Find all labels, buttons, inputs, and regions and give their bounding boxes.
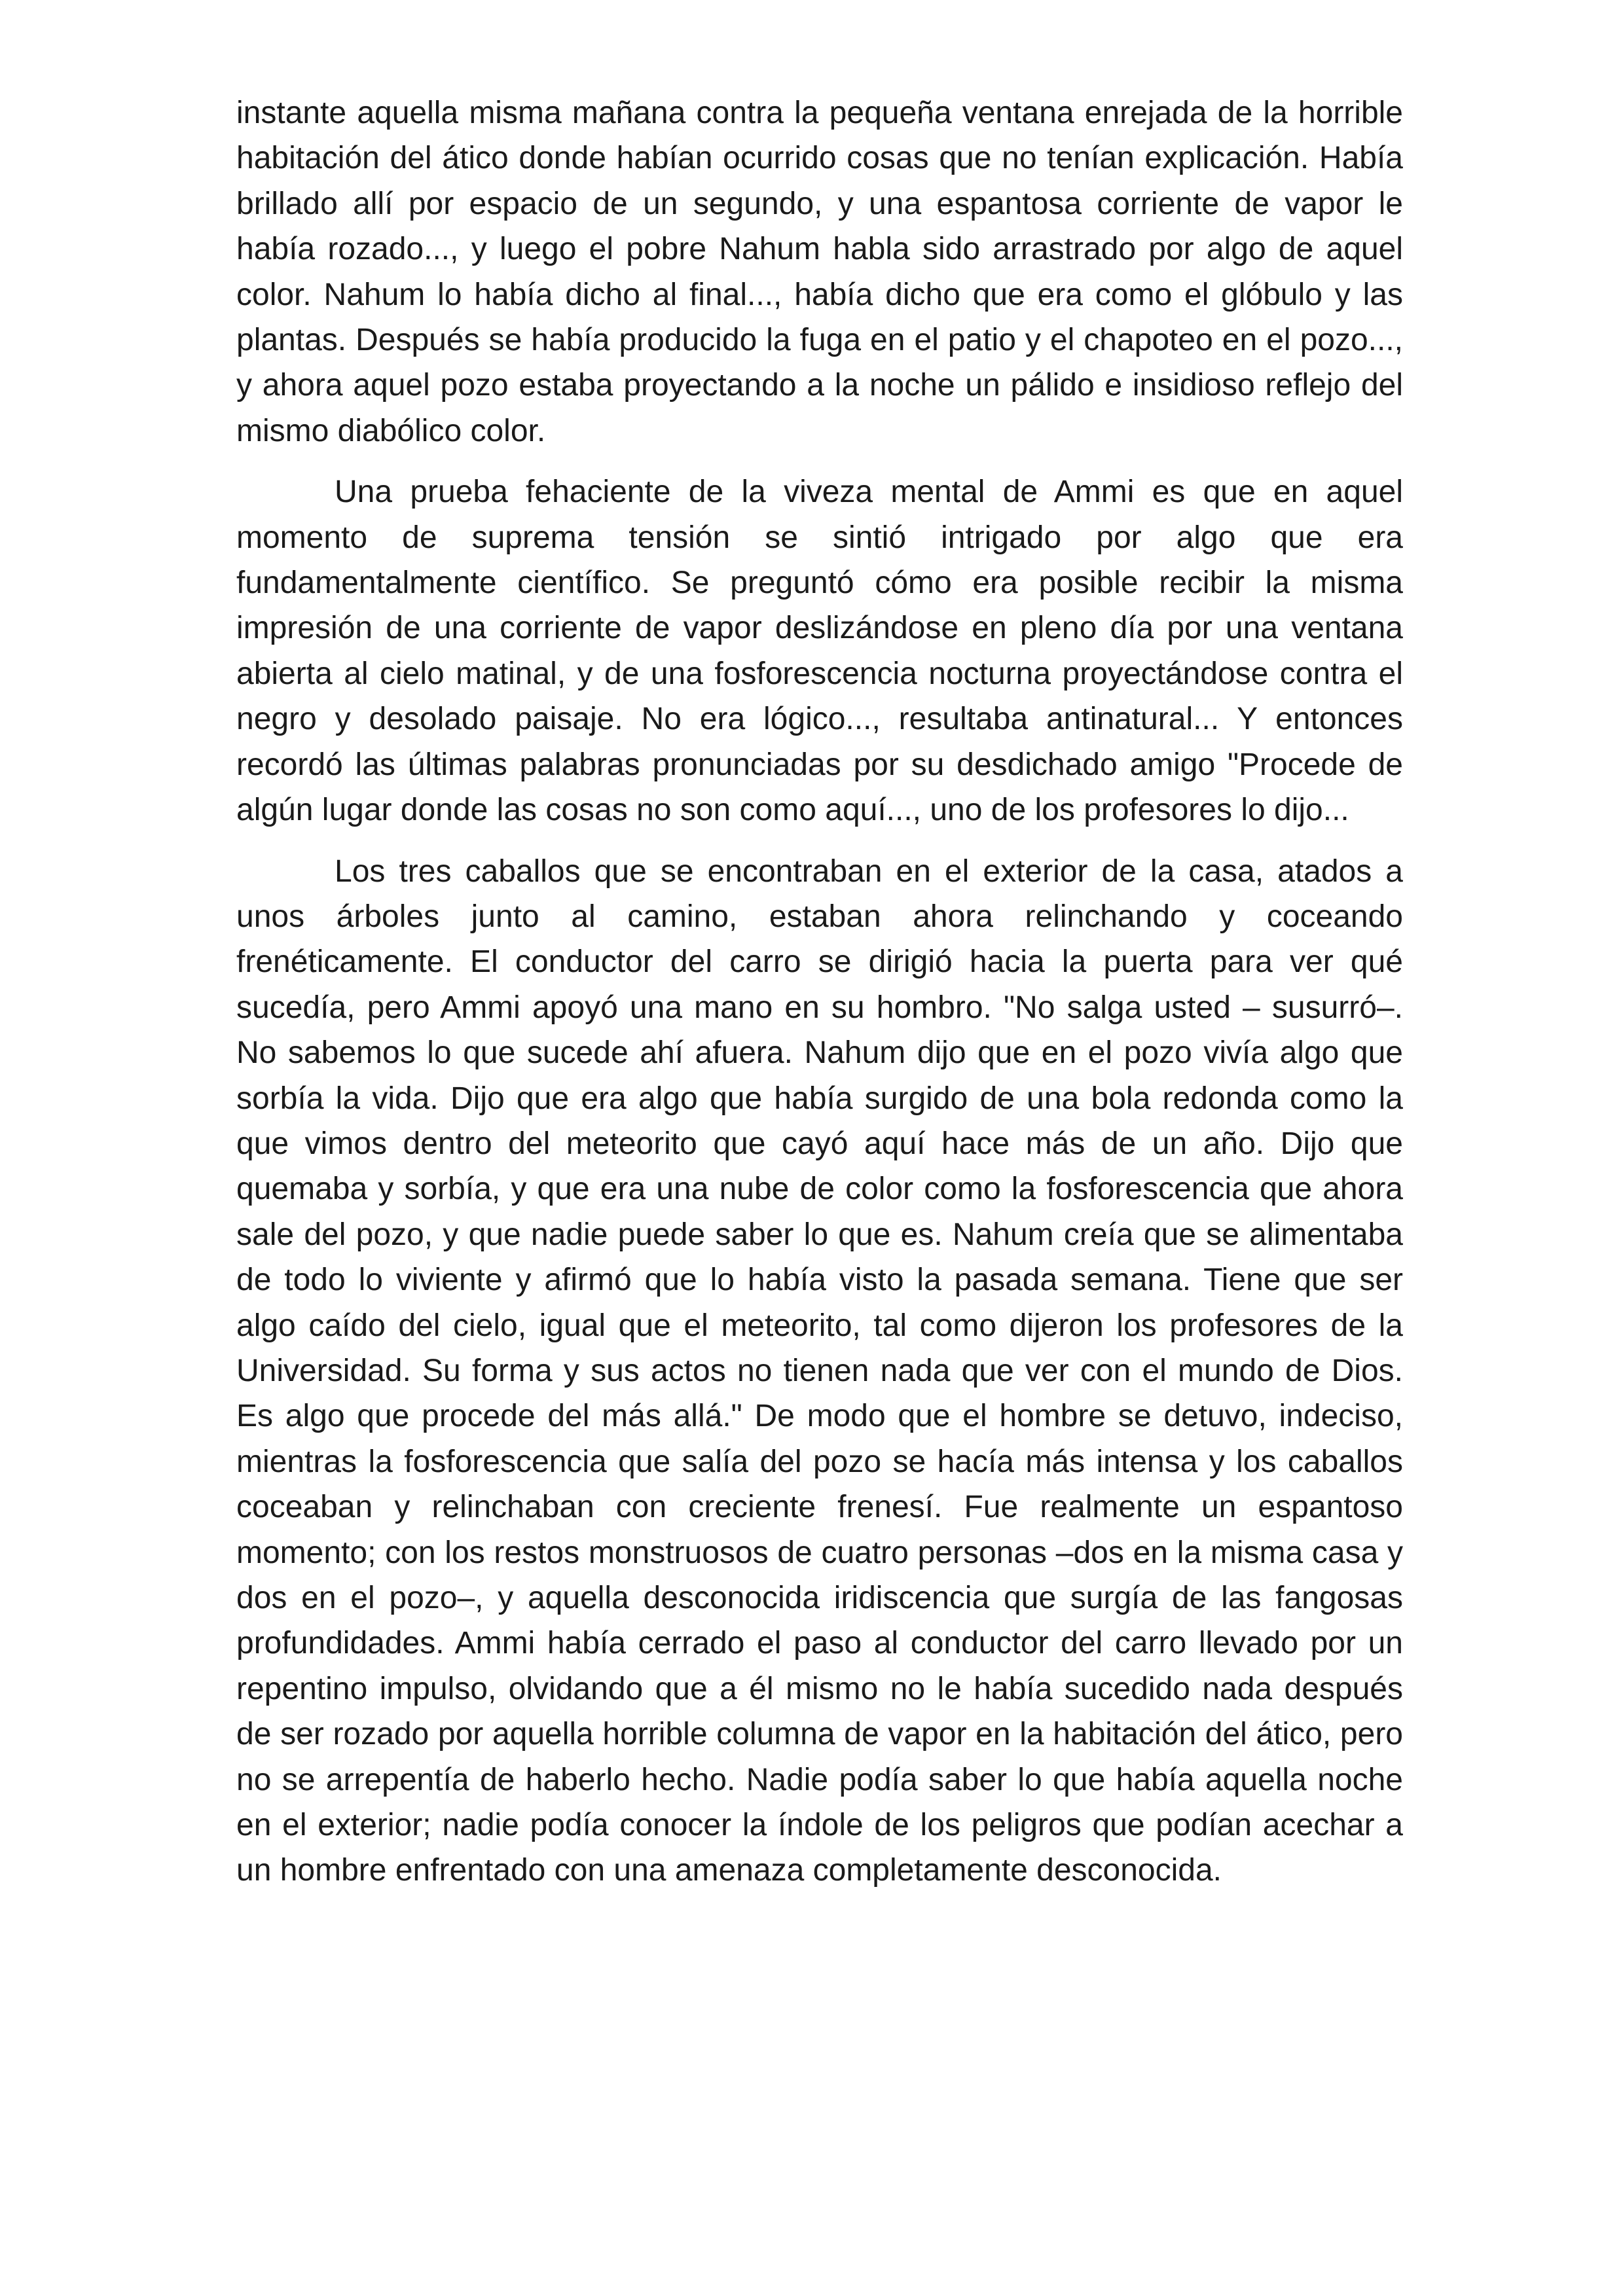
paragraph-2: Una prueba fehaciente de la viveza mental de Ammi es que en aquel momento de suprema tensión se sintió intrigado por algo que era fundamentalmente científico. Se preguntó cómo era posible recibir la misma impresión de una corriente de vapor deslizándose en pleno día por una ventana abierta al cielo matinal, y de una fosforescencia nocturna proyectándose contra el negro y desolado paisaje. No era lógico..., resultaba antinatural... Y entonces recordó las últimas palabras pronunciadas por su desdichado amigo "Procede de algún lugar donde las cosas no son como aquí..., uno de los profesores lo dijo... (236, 475, 1403, 828)
body-text (236, 90, 1403, 1893)
paragraph-3: Los tres caballos que se encontraban en el exterior de la casa, atados a unos árboles junto al camino, estaban ahora relinchando y coceando frenéticamente. El conductor del carro se dirigió hacia la puerta para ver qué sucedía, pero Ammi apoyó una mano en su hombro. "No salga usted – susurró–. No sabemos lo que sucede ahí afuera. Nahum dijo que en el pozo vivía algo que sorbía la vida. Dijo que era algo que había surgido de una bola redonda como la que vimos dentro del meteorito que cayó aquí hace más de un año. Dijo que quemaba y sorbía, y que era una nube de color como la fosforescencia que ahora sale del pozo, y que nadie puede saber lo que es. Nahum creía que se alimentaba de todo lo viviente y afirmó que lo había visto la pasada semana. Tiene que ser algo caído del cielo, igual que el meteorito, tal como dijeron los profesores de la Universidad. Su forma y sus actos no tienen nada que ver con el mundo de Dios. Es algo que procede del más allá." De modo que el hombre se detuvo, indeciso, mientras la fosforescencia que salía del pozo se hacía más intensa y los caballos coceaban y relinchaban con creciente frenesí. Fue realmente un espantoso momento; con los restos monstruosos de cuatro personas –dos en la misma casa y dos en el pozo–, y aquella desconocida iridiscencia que surgía de las fangosas profundidades. Ammi había cerrado el paso al conductor del carro llevado por un repentino impulso, olvidando que a él mismo no le había sucedido nada después de ser rozado por aquella horrible columna de vapor en la habitación del ático, pero no se arrepentía de haberlo hecho. Nadie podía saber lo que había aquella noche en el exterior; nadie podía conocer la índole de los peligros que podían acechar a un hombre enfrentado con una amenaza completamente desconocida. (236, 853, 1403, 1888)
paragraph-1: instante aquella misma mañana contra la pequeña ventana enrejada de la horrible habitación del ático donde habían ocurrido cosas que no tenían explicación. Había brillado allí por espacio de un segundo, y una espantosa corriente de vapor le había rozado..., y luego el pobre Nahum habla sido arrastrado por algo de aquel color. Nahum lo había dicho al final..., había dicho que era como el glóbulo y las plantas. Después se había producido la fuga en el patio y el chapoteo en el pozo..., y ahora aquel pozo estaba proyectando a la noche un pálido e insidioso reflejo del mismo diabólico color. (236, 96, 1403, 448)
